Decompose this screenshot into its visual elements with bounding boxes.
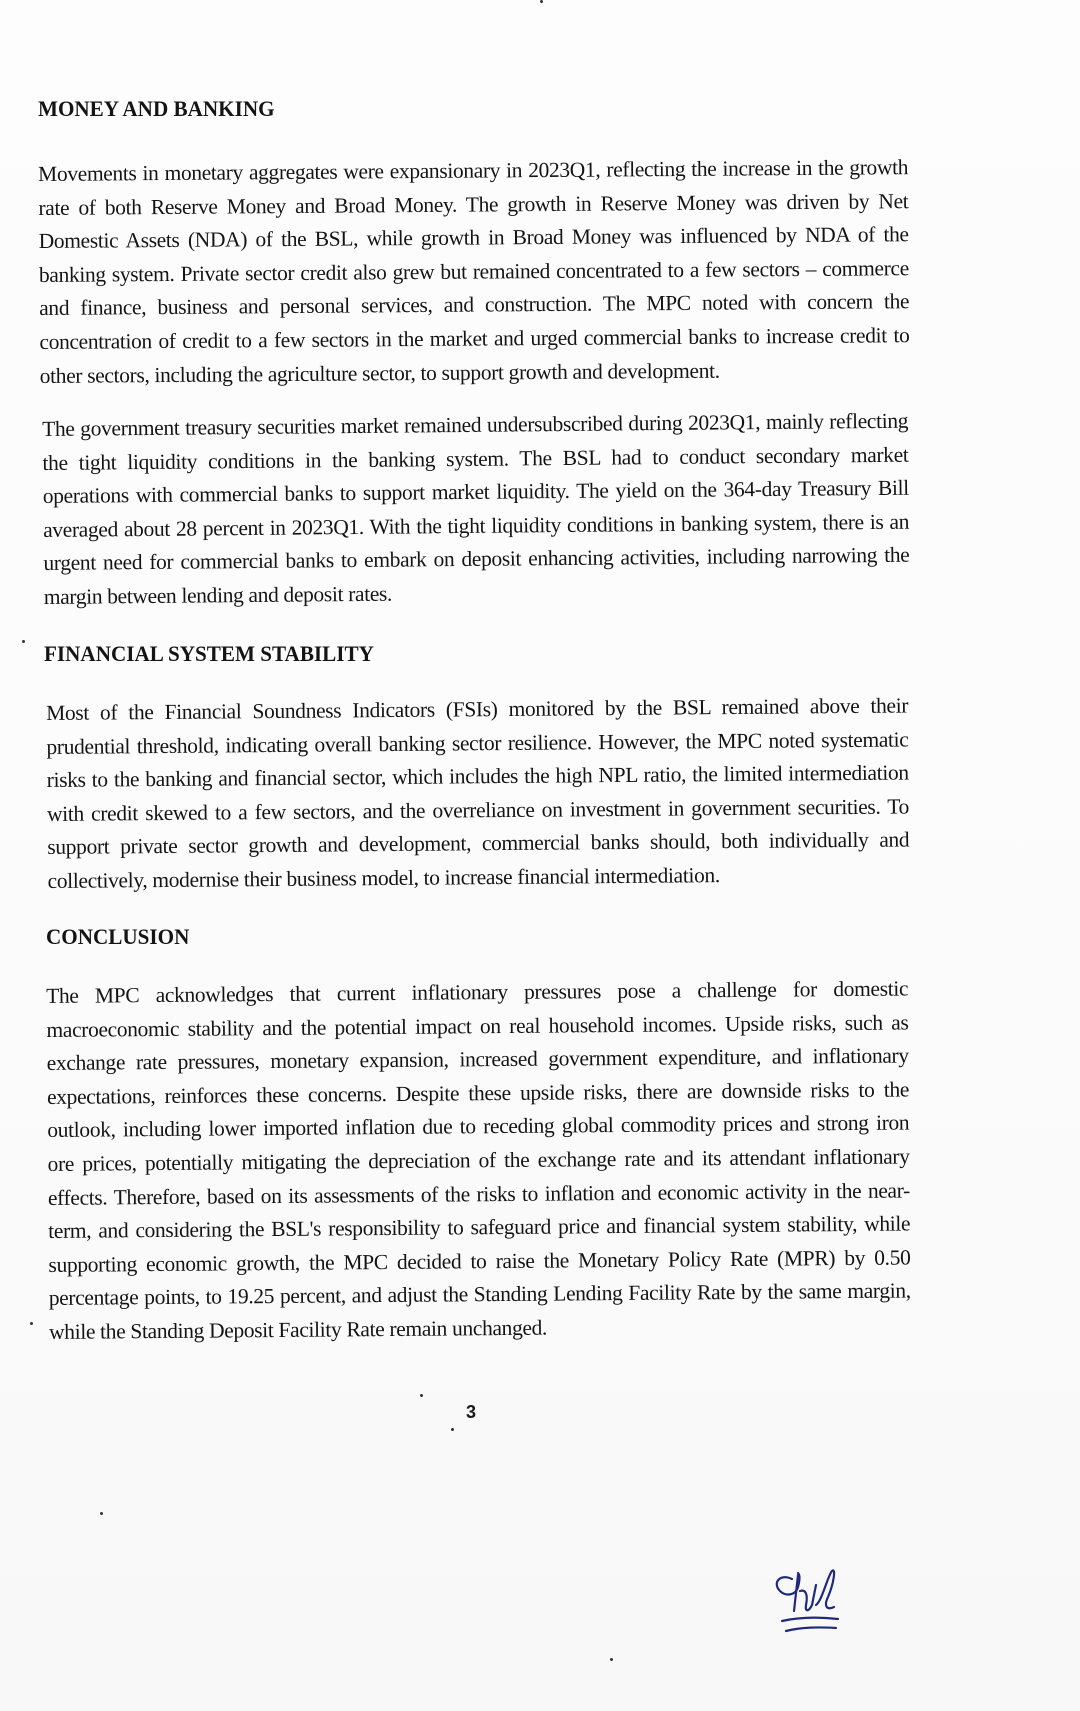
scan-speck bbox=[30, 1322, 33, 1325]
scan-speck bbox=[22, 640, 25, 643]
paragraph-financial-soundness: Most of the Financial Soundness Indicators (FSIs) monitored by the BSL remained above their prudential threshold, indicating overall banking sector resilience. However, the MPC noted systematic risks to the banking and financial sector, which includes the high NPL ratio, the limited intermediation with credit skewed to a few sectors, and the overreliance on investment in government securities. To support private sector growth and development, commercial banks should, both individually and collectively, modernise their business model, to increase financial intermediation. bbox=[46, 693, 910, 893]
paragraph-monetary-aggregates: Movements in monetary aggregates were expansionary in 2023Q1, reflecting the increase in the growth rate of both Reserve Money and Broad Money. The growth in Reserve Money was driven by Net Domestic Assets (NDA) of the BSL, while growth in Broad Money was influenced by NDA of the banking system. Private sector credit also grew but remained concentrated to a few sectors – commerce and finance, business and personal services, and construction. The MPC noted with concern the concentration of credit to a few sectors in the market and urged commercial banks to increase credit to other sectors, including the agriculture sector, to support growth and development. bbox=[38, 155, 910, 388]
paragraph-treasury-securities: The government treasury securities market remained undersubscribed during 2023Q1, mainly reflecting the tight liquidity conditions in the banking system. The BSL had to conduct secondary market operations with commercial banks to support market liquidity. The yield on the 364-day Treasury Bill averaged about 28 percent in 2023Q1. With the tight liquidity conditions in banking system, there is an urgent need for commercial banks to embark on deposit enhancing activities, including narrowing the margin between lending and deposit rates. bbox=[42, 408, 910, 610]
scan-speck bbox=[420, 1394, 423, 1397]
section-heading-money-and-banking: MONEY AND BANKING bbox=[38, 96, 275, 121]
scan-speck bbox=[610, 1658, 613, 1661]
page-number: 3 bbox=[466, 1402, 477, 1422]
handwritten-signature bbox=[770, 1565, 860, 1645]
paragraph-conclusion: The MPC acknowledges that current inflationary pressures pose a challenge for domestic macroeconomic stability and the potential impact on real household incomes. Upside risks, such as exchange rate pressures, monetary expansion, increased government expenditure, and inflationary expectations, reinforces these concerns. Despite these upside risks, there are downside risks to the outlook, including lower imported inflation due to receding global commodity prices and strong iron ore prices, potentially mitigating the depreciation of the exchange rate and its attendant inflationary effects. Therefore, based on its assessments of the risks to inflation and economic activity in the near-term, and considering the BSL's responsibility to safeguard price and financial system stability, while supporting economic growth, the MPC decided to raise the Monetary Policy Rate (MPR) by 0.50 percentage points, to 19.25 percent, and adjust the Standing Lending Facility Rate by the same margin, while the Standing Deposit Facility Rate remain unchanged. bbox=[46, 976, 911, 1345]
signature-strokes bbox=[777, 1570, 838, 1631]
page-content bbox=[38, 96, 911, 1350]
section-heading-financial-system-stability: FINANCIAL SYSTEM STABILITY bbox=[44, 640, 374, 666]
scan-speck bbox=[540, 0, 543, 3]
section-heading-conclusion: CONCLUSION bbox=[46, 924, 190, 950]
scan-speck bbox=[100, 1512, 103, 1515]
scan-speck bbox=[451, 1428, 454, 1431]
